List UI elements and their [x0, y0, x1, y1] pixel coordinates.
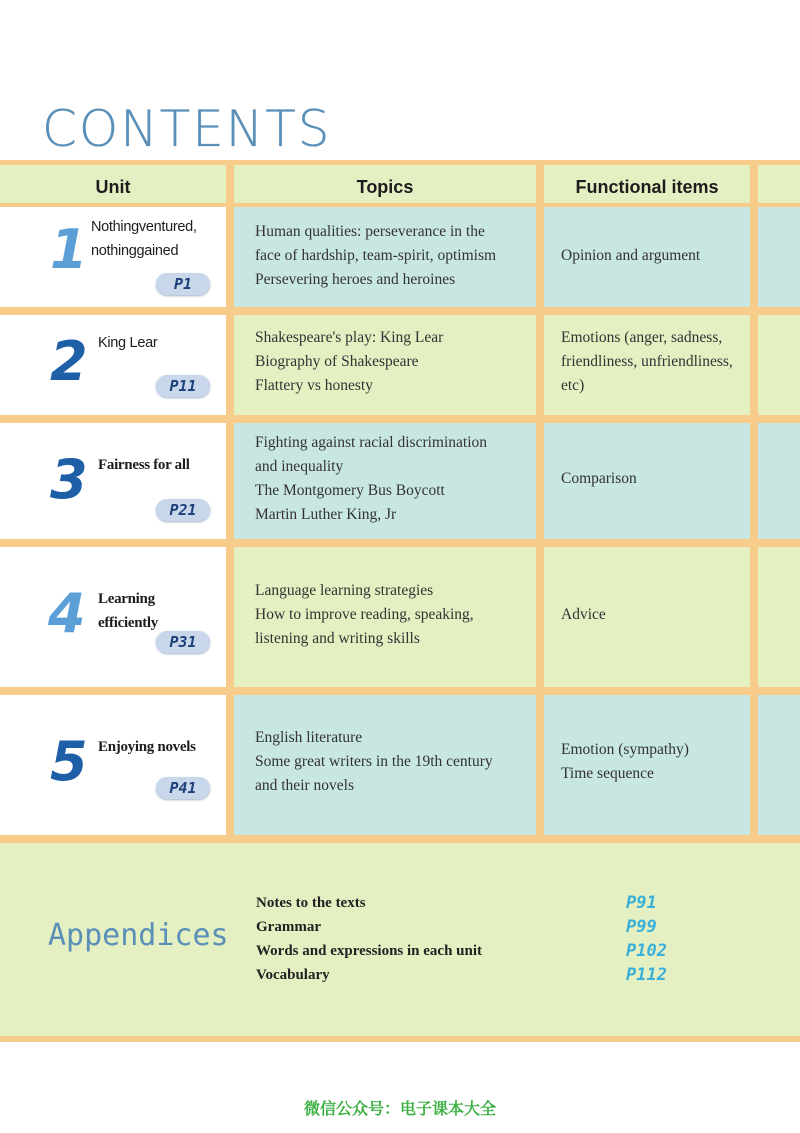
- unit-5-title-line-1: Enjoying novels: [98, 739, 196, 755]
- unit-2-topic-3: Flattery vs honesty: [255, 377, 373, 394]
- unit-5-functional: [544, 695, 750, 835]
- unit-3-topic-2: and inequality: [255, 458, 344, 475]
- unit-2-functional-3: etc): [561, 377, 585, 394]
- unit-2-topic-2: Biography of Shakespeare: [255, 353, 419, 370]
- unit-5-functional-1: Emotion (sympathy): [561, 741, 689, 758]
- unit-1-cell[interactable]: [0, 207, 226, 307]
- unit-1-title-line-2: nothinggained: [91, 243, 179, 259]
- unit-3-page-badge[interactable]: P21: [156, 499, 210, 521]
- unit-1-extra: [758, 207, 800, 307]
- unit-2-extra: [758, 315, 800, 415]
- unit-4-page-badge[interactable]: P31: [156, 631, 210, 653]
- unit-1-topic-1: Human qualities: perseverance in the: [255, 223, 485, 240]
- unit-2-cell[interactable]: [0, 315, 226, 415]
- unit-4-topic-1: Language learning strategies: [255, 582, 434, 599]
- unit-1-topic-2: face of hardship, team-spirit, optimism: [255, 247, 497, 264]
- unit-4-cell[interactable]: [0, 547, 226, 687]
- unit-3-topics: [234, 423, 536, 539]
- unit-1-title-line-1: Nothingventured,: [91, 219, 197, 235]
- unit-1-number: 1: [50, 218, 88, 281]
- unit-2-functional-2: friendliness, unfriendliness,: [561, 353, 733, 370]
- unit-4-number: 4: [48, 582, 86, 645]
- unit-3-title-line-1: Fairness for all: [98, 457, 190, 473]
- footer-watermark: 微信公众号：电子课本大全: [303, 1099, 496, 1118]
- unit-4-title-line-2: efficiently: [98, 615, 159, 631]
- unit-5-topic-1: English literature: [255, 729, 363, 746]
- unit-3-topic-4: Martin Luther King, Jr: [255, 506, 397, 523]
- unit-5-topics: [234, 695, 536, 835]
- unit-2-topic-1: Shakespeare's play: King Lear: [255, 329, 444, 346]
- unit-2-functional-1: Emotions (anger, sadness,: [561, 329, 723, 346]
- unit-3-cell[interactable]: [0, 423, 226, 539]
- unit-4-extra: [758, 547, 800, 687]
- header-functional-label: Functional items: [575, 177, 719, 197]
- unit-5-number: 5: [50, 730, 88, 793]
- unit-4-functional-1: Advice: [561, 606, 606, 623]
- appendix-item-grammar[interactable]: Grammar: [256, 919, 321, 935]
- header-extra: [758, 165, 800, 203]
- appendix-page-vocabulary[interactable]: P112: [626, 965, 667, 985]
- unit-2-number: 2: [50, 330, 88, 393]
- unit-5-functional-2: Time sequence: [561, 765, 654, 782]
- unit-1-functional: [544, 207, 750, 307]
- unit-1-topics: [234, 207, 536, 307]
- unit-1-topic-3: Persevering heroes and heroines: [255, 271, 456, 288]
- unit-3-topic-1: Fighting against racial discrimination: [255, 434, 488, 451]
- appendix-page-grammar[interactable]: P99: [626, 917, 657, 937]
- unit-5-cell[interactable]: [0, 695, 226, 835]
- appendices-heading: Appendices: [48, 918, 229, 953]
- header-topics-label: Topics: [356, 177, 414, 197]
- unit-5-page-badge[interactable]: P41: [156, 777, 210, 799]
- header-functional: [544, 165, 750, 203]
- unit-3-functional-1: Comparison: [561, 470, 637, 487]
- unit-4-title-line-1: Learning: [98, 591, 155, 607]
- unit-4-topics: [234, 547, 536, 687]
- unit-1-functional-1: Opinion and argument: [561, 247, 701, 264]
- appendix-item-words[interactable]: Words and expressions in each unit: [256, 943, 483, 959]
- page-title: CONTENTS: [42, 100, 332, 158]
- unit-3-extra: [758, 423, 800, 539]
- unit-5-topic-3: and their novels: [255, 777, 355, 794]
- header-unit: [0, 165, 226, 203]
- header-unit-label: Unit: [95, 177, 131, 197]
- appendix-item-notes[interactable]: Notes to the texts: [256, 895, 366, 911]
- appendix-page-notes[interactable]: P91: [626, 893, 657, 913]
- unit-2-topics: [234, 315, 536, 415]
- unit-4-functional: [544, 547, 750, 687]
- unit-5-topic-2: Some great writers in the 19th century: [255, 753, 493, 770]
- appendix-item-vocabulary[interactable]: Vocabulary: [256, 967, 330, 983]
- unit-4-topic-2: How to improve reading, speaking,: [255, 606, 474, 623]
- unit-2-page-badge[interactable]: P11: [156, 375, 210, 397]
- unit-5-extra: [758, 695, 800, 835]
- unit-2-functional: [544, 315, 750, 415]
- unit-3-topic-3: The Montgomery Bus Boycott: [255, 482, 445, 499]
- unit-3-functional: [544, 423, 750, 539]
- appendix-page-words[interactable]: P102: [626, 941, 667, 961]
- header-topics: [234, 165, 536, 203]
- unit-2-title-line-1: King Lear: [98, 335, 158, 351]
- unit-3-number: 3: [50, 448, 88, 511]
- contents-table: [0, 160, 800, 1042]
- unit-4-topic-3: listening and writing skills: [255, 630, 420, 647]
- unit-1-page-badge[interactable]: P1: [156, 273, 210, 295]
